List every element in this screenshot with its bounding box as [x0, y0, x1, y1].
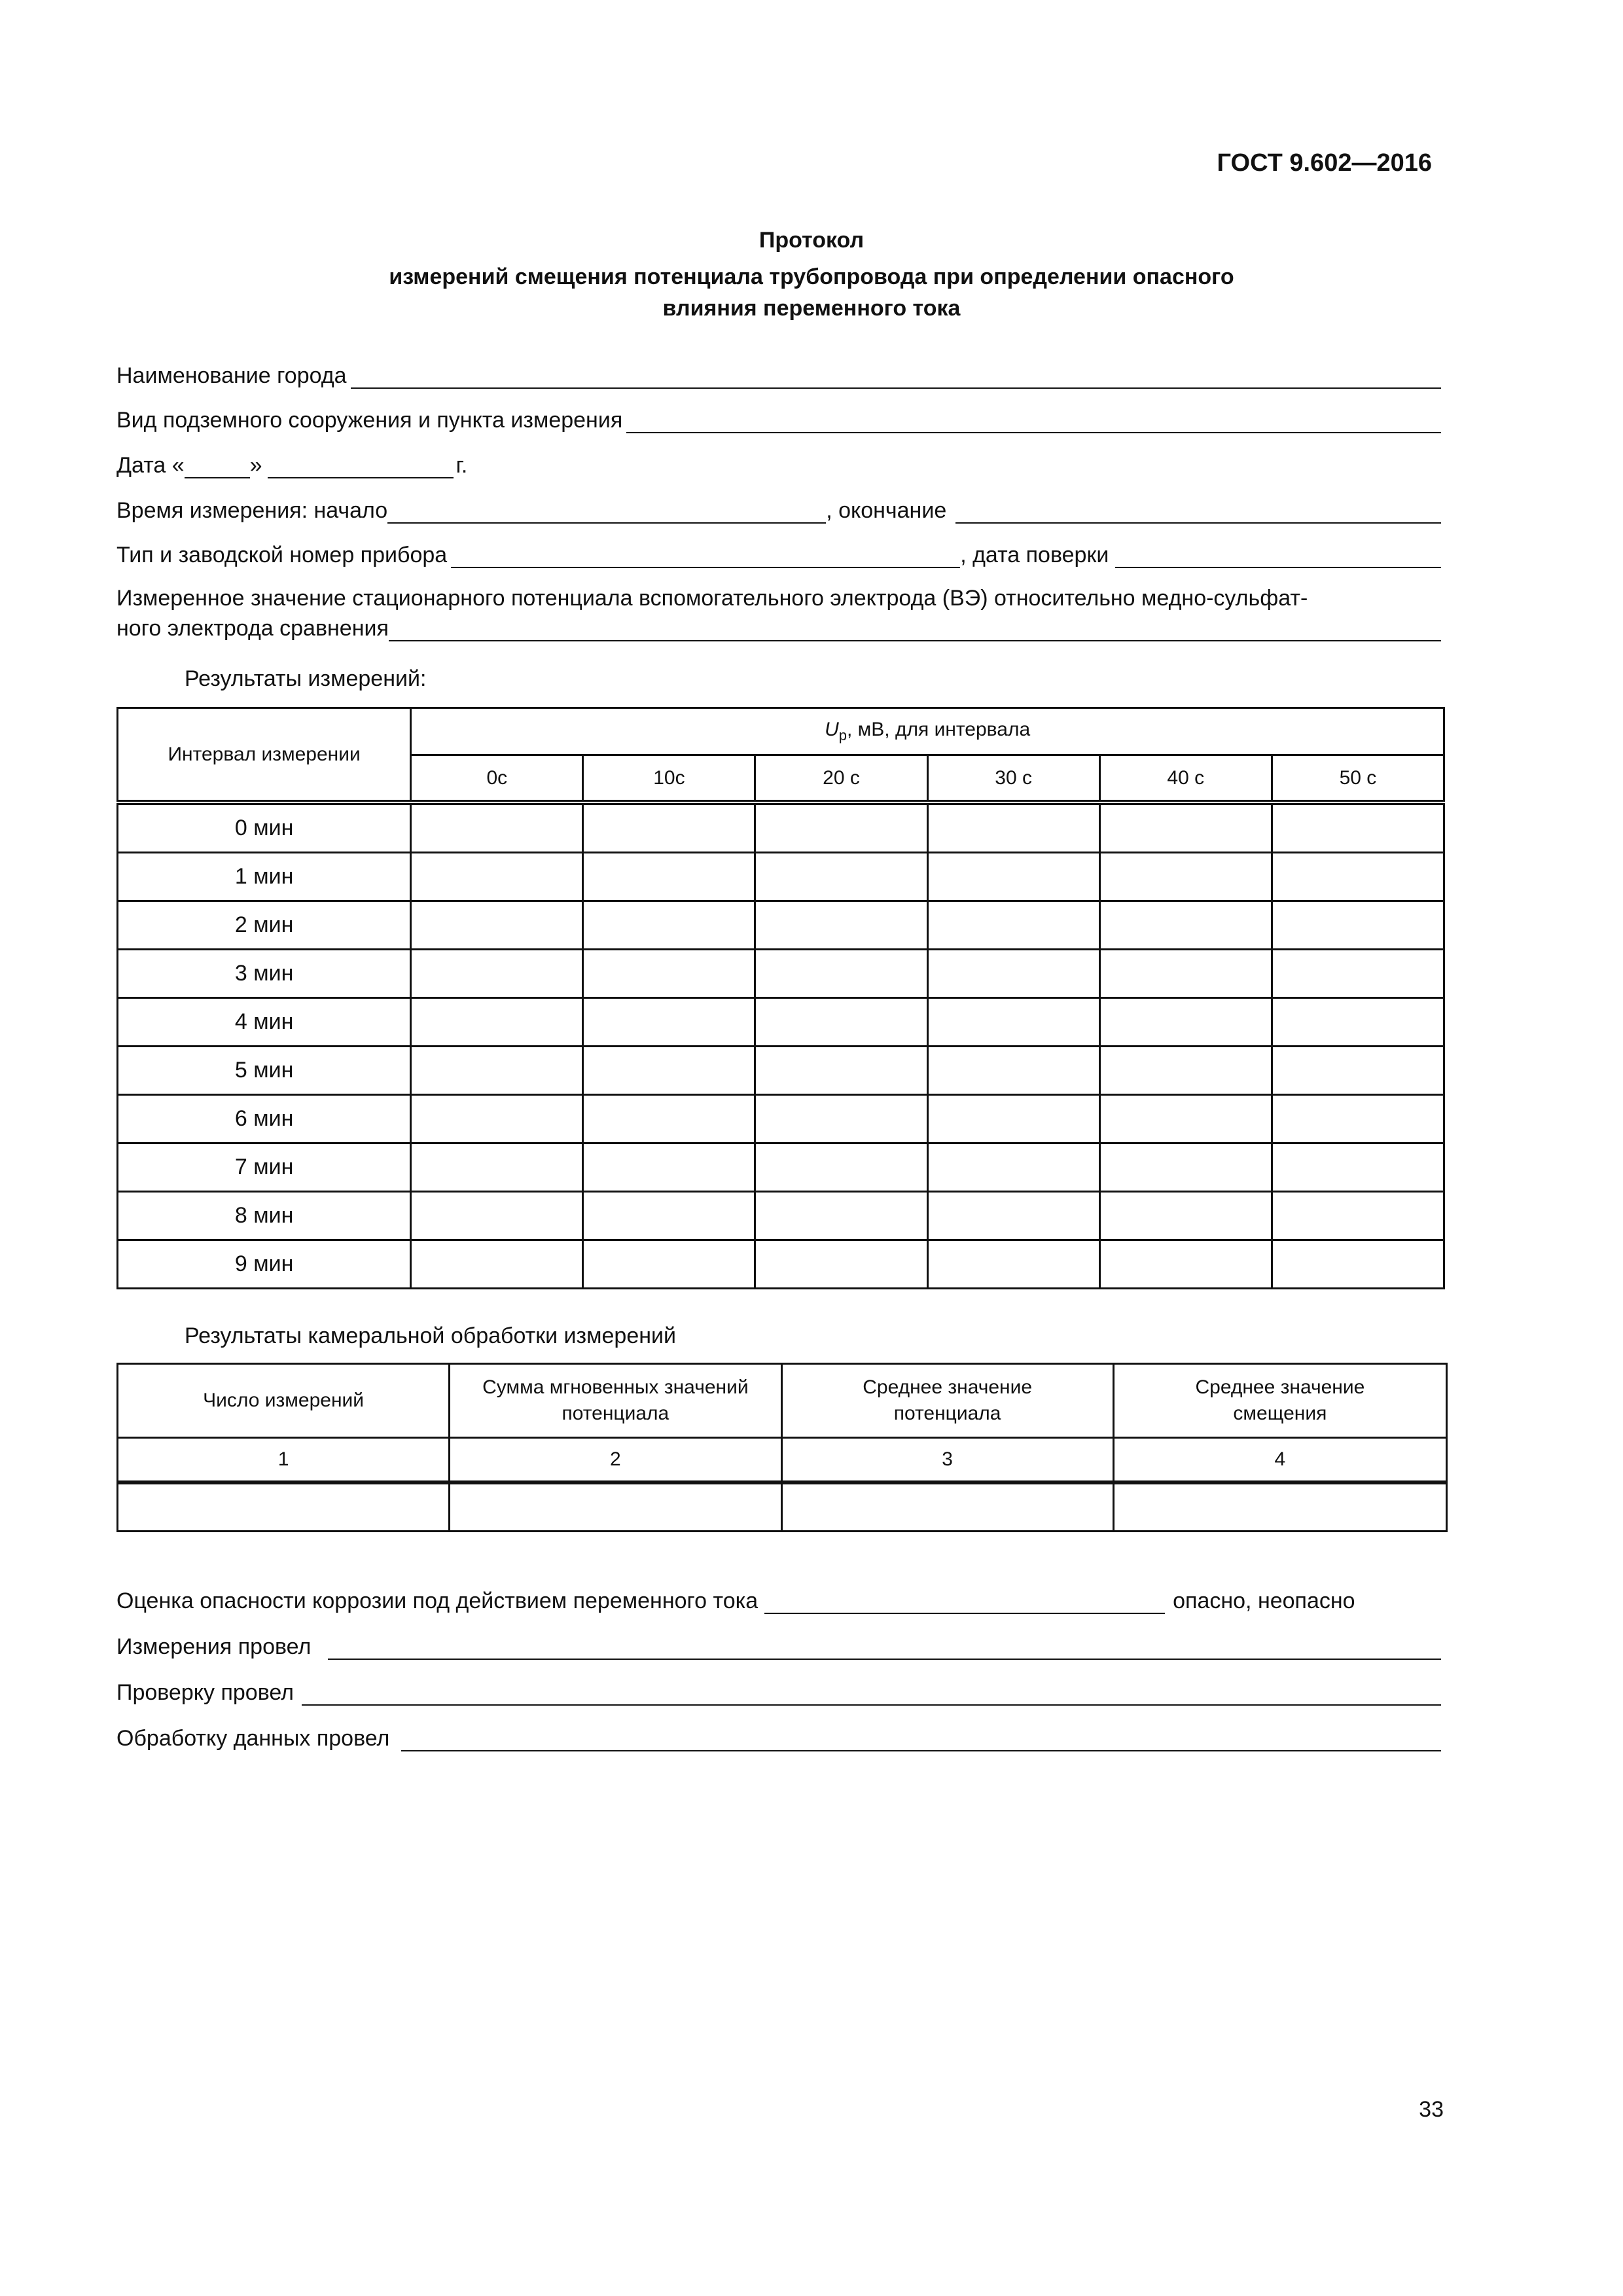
mean-shift-header-line1: Среднее значение [1195, 1376, 1365, 1398]
column-number: 4 [1113, 1438, 1446, 1483]
assessment-input-line[interactable] [764, 1589, 1165, 1614]
data-cell[interactable] [583, 998, 755, 1047]
verification-label: , дата поверки [960, 543, 1109, 567]
checked-by-input-line[interactable] [302, 1681, 1441, 1706]
up-header [411, 708, 1444, 755]
date-day-input-line[interactable] [185, 454, 250, 478]
field-structure-label: Вид подземного сооружения и пункта измерения [116, 408, 623, 433]
protocol-title: Протокол [758, 228, 865, 253]
potential-label-line2: ного электрода сравнения [116, 616, 389, 641]
row-label: 9 мин [118, 1240, 411, 1289]
field-time [116, 493, 1441, 524]
table-row [118, 853, 1444, 901]
column-number: 1 [118, 1438, 450, 1483]
data-cell[interactable] [1099, 1095, 1272, 1143]
data-cell[interactable] [1099, 802, 1272, 853]
data-cell[interactable] [927, 1143, 1099, 1192]
city-input-line[interactable] [351, 364, 1441, 389]
data-cell[interactable] [927, 1095, 1099, 1143]
data-cell[interactable] [755, 1192, 927, 1240]
data-cell[interactable] [1099, 1192, 1272, 1240]
data-cell[interactable] [118, 1482, 450, 1532]
device-input-line[interactable] [451, 543, 960, 568]
data-cell[interactable] [755, 950, 927, 998]
results-label: Результаты измерений: [185, 666, 427, 691]
up-symbol: U [825, 719, 839, 740]
data-cell[interactable] [1272, 1047, 1444, 1095]
data-cell[interactable] [927, 950, 1099, 998]
date-month-input-line[interactable] [268, 454, 454, 478]
structure-input-line[interactable] [626, 408, 1441, 433]
up-header-rest: , мВ, для интервала [847, 719, 1031, 740]
processed-by-input-line[interactable] [401, 1727, 1441, 1751]
time-start-label: Время измерения: начало [116, 498, 388, 523]
row-label: 0 мин [118, 802, 411, 853]
field-potential-line1 [116, 581, 1441, 611]
data-cell[interactable] [1272, 802, 1444, 853]
data-cell[interactable] [1272, 853, 1444, 901]
data-cell[interactable] [583, 1240, 755, 1289]
data-cell[interactable] [411, 853, 583, 901]
data-cell[interactable] [755, 901, 927, 950]
data-cell[interactable] [583, 1143, 755, 1192]
interval-header: Интервал измерении [118, 708, 411, 803]
data-cell[interactable] [927, 802, 1099, 853]
col-header: 30 с [927, 755, 1099, 803]
data-cell[interactable] [1272, 1143, 1444, 1192]
col-header: 40 с [1099, 755, 1272, 803]
mean-potential-header-line2: потенциала [893, 1403, 1001, 1424]
field-processed-by [116, 1721, 1441, 1751]
data-cell[interactable] [411, 901, 583, 950]
table-row [118, 802, 1444, 853]
data-cell[interactable] [927, 853, 1099, 901]
field-city-label: Наименование города [116, 363, 347, 388]
data-cell[interactable] [411, 998, 583, 1047]
row-label: 8 мин [118, 1192, 411, 1240]
field-measured-by [116, 1630, 1441, 1660]
row-label: 5 мин [118, 1047, 411, 1095]
col-header: 20 с [755, 755, 927, 803]
field-checked-by [116, 1676, 1441, 1706]
potential-label-line1: Измеренное значение стационарного потенциала вспомогательного электрода (ВЭ) относительно медно-сульфат- [116, 586, 1308, 611]
data-cell[interactable] [781, 1482, 1113, 1532]
standard-code: ГОСТ 9.602—2016 [1217, 149, 1432, 177]
data-cell[interactable] [583, 1047, 755, 1095]
time-end-input-line[interactable] [955, 499, 1441, 524]
device-label: Тип и заводской номер прибора [116, 543, 448, 567]
data-cell[interactable] [1099, 950, 1272, 998]
processing-label: Результаты камеральной обработки измерений [185, 1323, 676, 1348]
data-cell[interactable] [1099, 998, 1272, 1047]
data-cell[interactable] [1099, 901, 1272, 950]
col-header: 50 с [1272, 755, 1444, 803]
assessment-options: опасно, неопасно [1173, 1588, 1355, 1613]
row-label: 7 мин [118, 1143, 411, 1192]
data-cell[interactable] [755, 853, 927, 901]
table-row [118, 1047, 1444, 1095]
sum-header [450, 1364, 781, 1438]
time-start-input-line[interactable] [387, 499, 826, 524]
field-device [116, 538, 1441, 568]
data-cell[interactable] [583, 1095, 755, 1143]
page-number: 33 [1419, 2097, 1444, 2122]
protocol-subtitle-line1: измерений смещения потенциала трубопровода при определении опасного [389, 264, 1234, 289]
data-cell[interactable] [1272, 1192, 1444, 1240]
data-cell[interactable] [755, 1143, 927, 1192]
col-header: 0с [411, 755, 583, 803]
data-cell[interactable] [1272, 901, 1444, 950]
data-cell[interactable] [1113, 1482, 1446, 1532]
data-cell[interactable] [411, 1095, 583, 1143]
table-row [118, 1240, 1444, 1289]
data-cell[interactable] [1099, 1143, 1272, 1192]
row-label: 2 мин [118, 901, 411, 950]
verification-input-line[interactable] [1115, 543, 1441, 568]
data-cell[interactable] [927, 1047, 1099, 1095]
data-cell[interactable] [927, 901, 1099, 950]
row-label: 6 мин [118, 1095, 411, 1143]
measured-by-input-line[interactable] [328, 1635, 1441, 1660]
data-cell[interactable] [411, 802, 583, 853]
data-cell[interactable] [755, 1240, 927, 1289]
data-cell[interactable] [1099, 1047, 1272, 1095]
data-cell[interactable] [927, 1240, 1099, 1289]
date-suffix: г. [455, 453, 468, 478]
measured-by-label: Измерения провел [116, 1634, 312, 1659]
mean-potential-header [781, 1364, 1113, 1438]
data-cell[interactable] [1272, 1095, 1444, 1143]
col-header: 10с [583, 755, 755, 803]
date-prefix: Дата « [116, 453, 185, 478]
field-assessment [116, 1584, 1441, 1614]
table-row [118, 1143, 1444, 1192]
data-cell[interactable] [1099, 1240, 1272, 1289]
data-cell[interactable] [411, 1047, 583, 1095]
data-cell[interactable] [927, 1192, 1099, 1240]
data-cell[interactable] [411, 1192, 583, 1240]
data-cell[interactable] [450, 1482, 781, 1532]
assessment-label: Оценка опасности коррозии под действием переменного тока [116, 1588, 758, 1613]
row-label: 3 мин [118, 950, 411, 998]
table-row [118, 1192, 1444, 1240]
field-structure [116, 403, 1441, 433]
data-cell[interactable] [755, 1095, 927, 1143]
data-cell[interactable] [583, 1192, 755, 1240]
processed-by-label: Обработку данных провел [116, 1726, 390, 1751]
data-cell[interactable] [755, 802, 927, 853]
field-city [116, 359, 1441, 389]
mean-shift-header [1113, 1364, 1446, 1438]
data-cell[interactable] [1272, 998, 1444, 1047]
data-cell[interactable] [411, 1240, 583, 1289]
table-row [118, 1482, 1447, 1532]
up-subscript: р [838, 727, 847, 744]
table-row [118, 1095, 1444, 1143]
data-cell[interactable] [755, 1047, 927, 1095]
field-date [116, 448, 1441, 478]
mean-potential-header-line1: Среднее значение [863, 1376, 1033, 1398]
checked-by-label: Проверку провел [116, 1680, 294, 1705]
protocol-subtitle-line2: влияния переменного тока [662, 296, 961, 321]
row-label: 4 мин [118, 998, 411, 1047]
data-cell[interactable] [1272, 1240, 1444, 1289]
data-cell[interactable] [583, 901, 755, 950]
processing-table [116, 1363, 1448, 1532]
data-cell[interactable] [411, 1143, 583, 1192]
measurement-table [116, 707, 1445, 1289]
table-row [118, 998, 1444, 1047]
count-header: Число измерений [118, 1364, 450, 1438]
data-cell[interactable] [1099, 853, 1272, 901]
data-cell[interactable] [411, 950, 583, 998]
data-cell[interactable] [583, 950, 755, 998]
mean-shift-header-line2: смещения [1233, 1403, 1327, 1424]
table-row [118, 901, 1444, 950]
row-label: 1 мин [118, 853, 411, 901]
date-mid: » [249, 453, 262, 478]
potential-input-line[interactable] [389, 617, 1441, 641]
data-cell[interactable] [927, 998, 1099, 1047]
sum-header-line2: потенциала [562, 1403, 669, 1424]
table-row [118, 950, 1444, 998]
column-number: 2 [450, 1438, 781, 1483]
data-cell[interactable] [583, 802, 755, 853]
data-cell[interactable] [1272, 950, 1444, 998]
field-potential-line2 [116, 611, 1441, 641]
time-end-label: , окончание [826, 498, 947, 523]
sum-header-line1: Сумма мгновенных значений [482, 1376, 749, 1398]
column-number: 3 [781, 1438, 1113, 1483]
data-cell[interactable] [755, 998, 927, 1047]
data-cell[interactable] [583, 853, 755, 901]
